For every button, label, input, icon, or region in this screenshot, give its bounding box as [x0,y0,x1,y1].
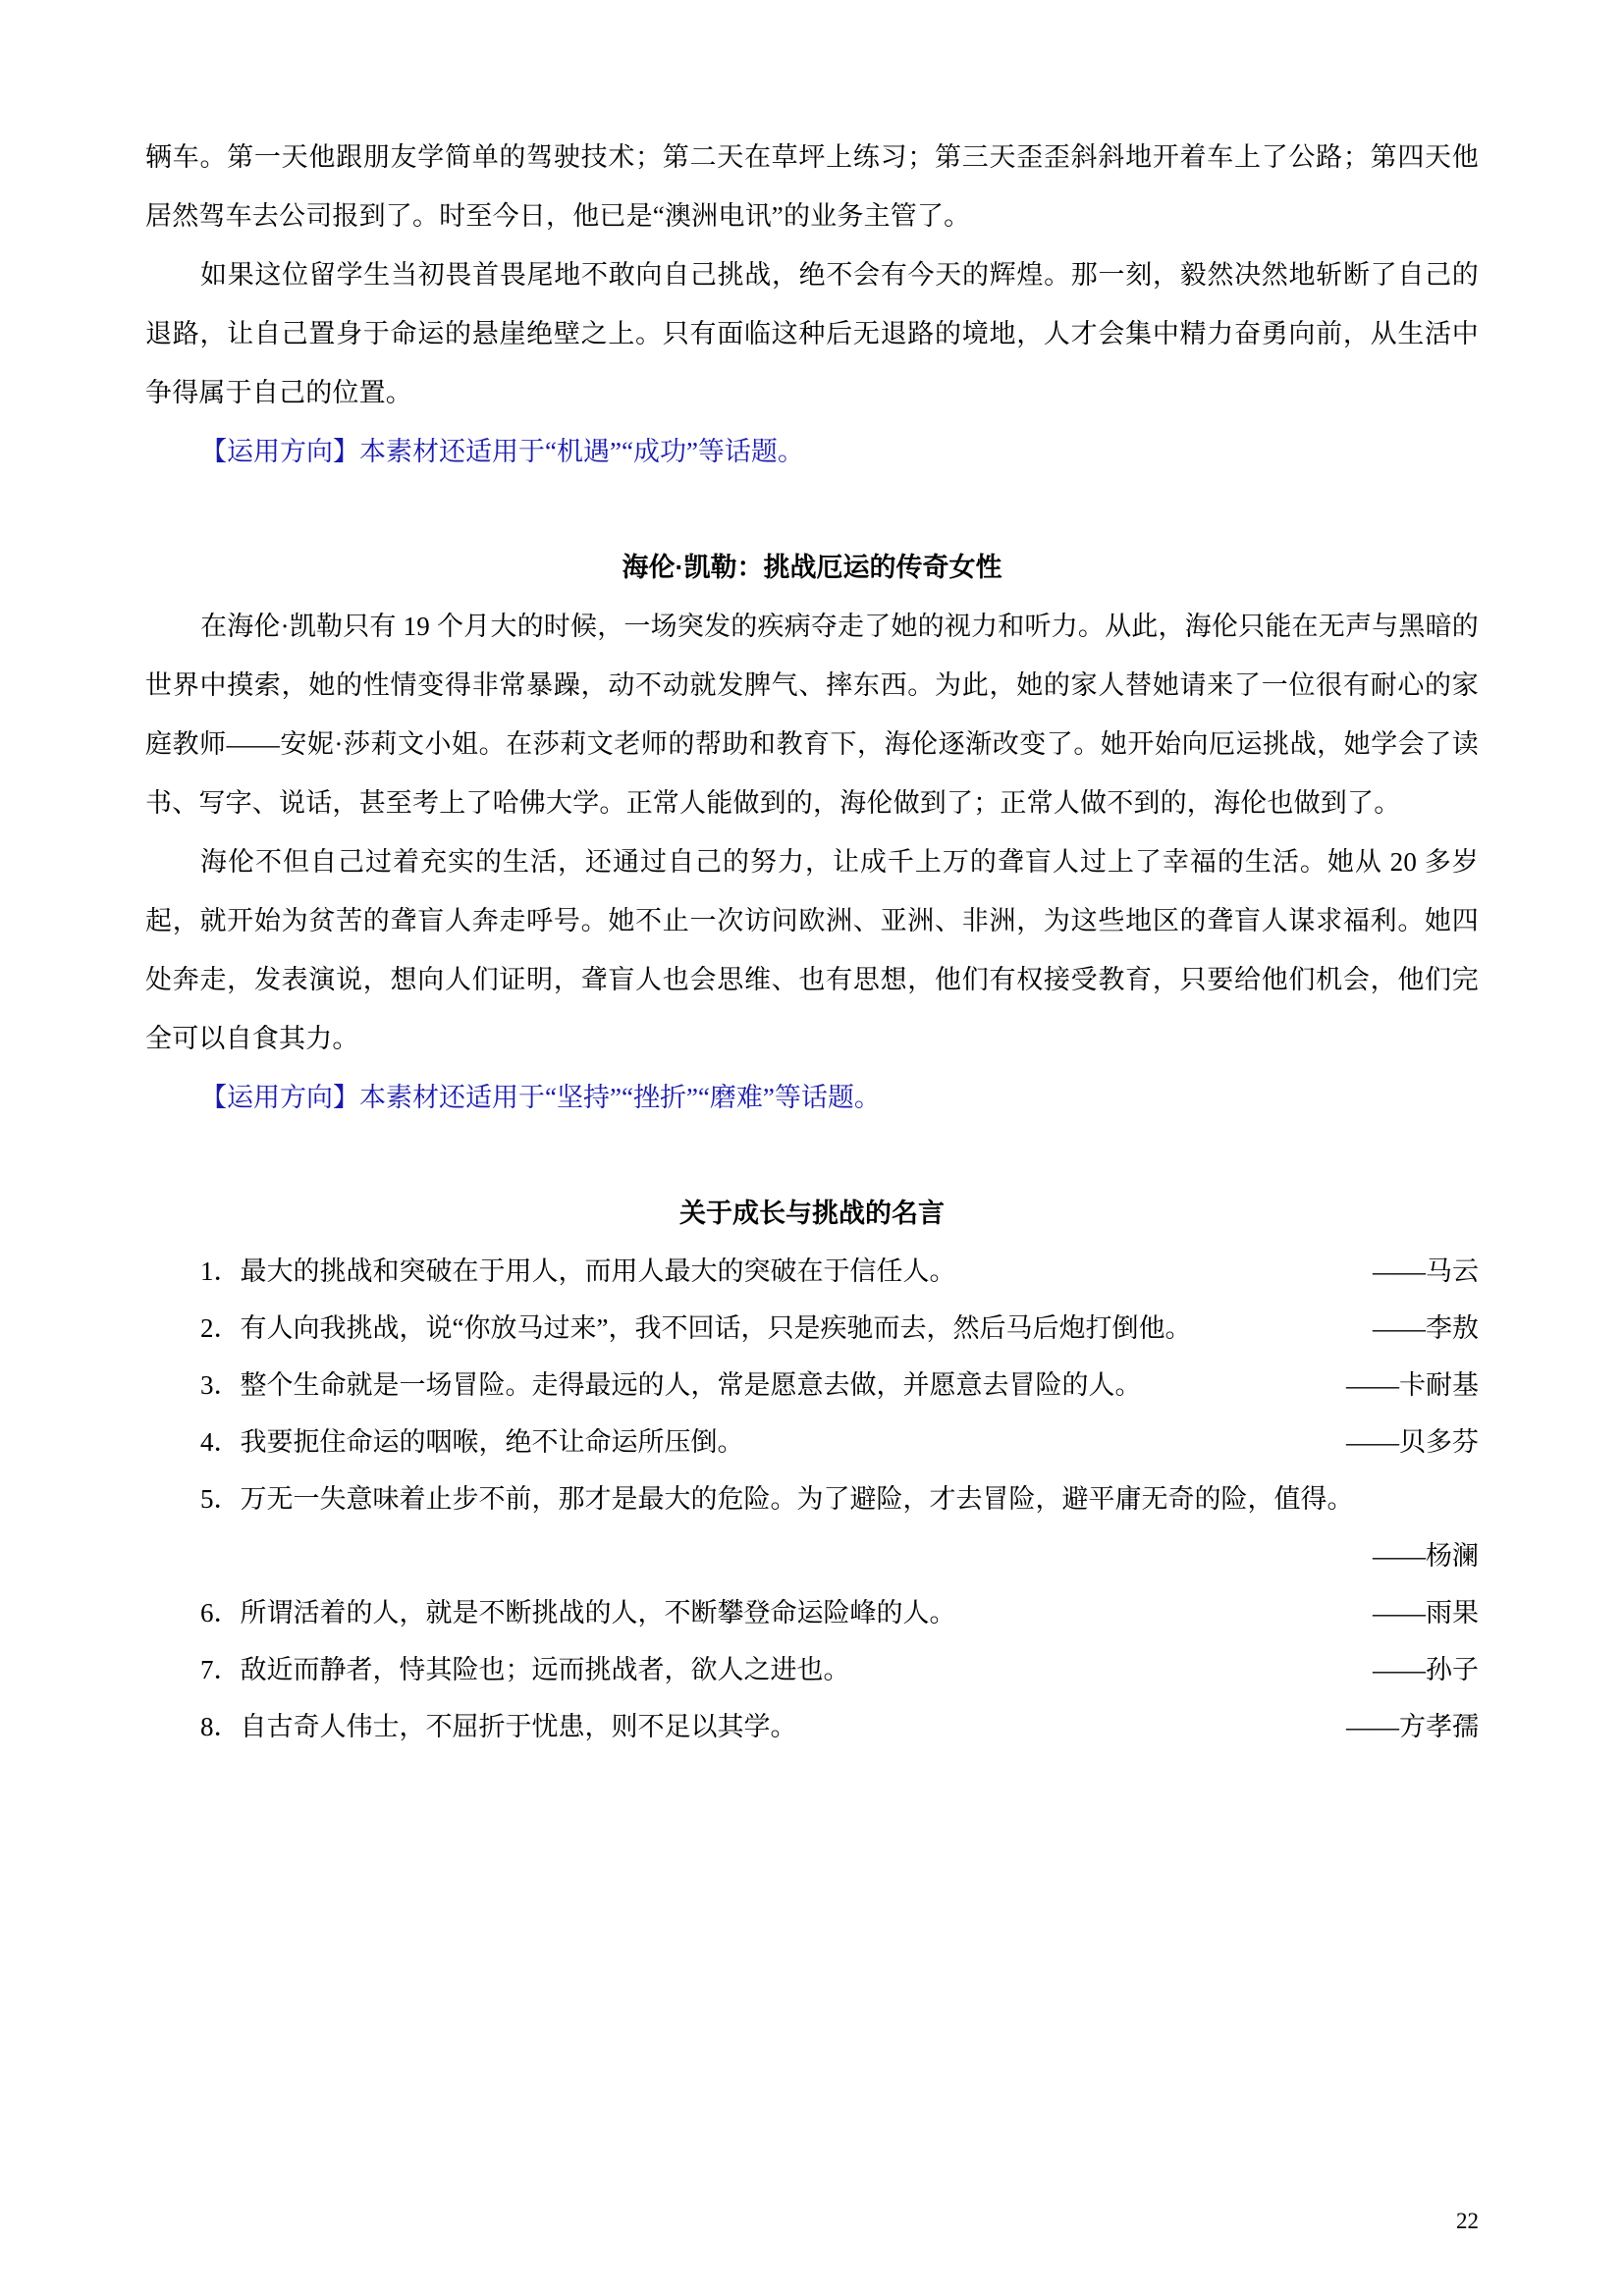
usage-direction-label-2: 【运用方向】 [200,1083,359,1112]
page-number: 22 [1456,2209,1479,2233]
usage-direction-text-2: 本素材还适用于“坚持”“挫折”“磨难”等话题。 [359,1083,881,1112]
list-item [145,1698,1479,1755]
quote-body: 万无一失意味着止步不前，那才是最大的危险。为了避险，才去冒险，避平庸无奇的险，值得。 [240,1484,1354,1514]
quote-number: 2． [200,1313,241,1343]
quote-number: 5． [200,1484,241,1514]
list-item [145,1470,1479,1527]
section-heading-famous-quotes: 关于成长与挑战的名言 [679,1199,945,1228]
quote-text [200,1300,1373,1357]
section-heading-helen-keller: 海伦·凯勒：挑战厄运的传奇女性 [622,553,1002,582]
paragraph-intro-continuation: 辆车。第一天他跟朋友学简单的驾驶技术；第二天在草坪上练习；第三天歪歪斜斜地开着车上了公路；第四天他居然驾车去公司报到了。时至今日，他已是“澳洲电讯”的业务主管了。 [145,142,1479,231]
paragraph-reflection: 如果这位留学生当初畏首畏尾地不敢向自己挑战，绝不会有今天的辉煌。那一刻，毅然决然地斩断了自己的退路，让自己置身于命运的悬崖绝壁之上。只有面临这种后无退路的境地，人才会集中精力奋勇向前，从生活中争得属于自己的位置。 [145,260,1479,407]
quote-body: 所谓活着的人，就是不断挑战的人，不断攀登命运险峰的人。 [240,1598,956,1628]
quote-body: 我要扼住命运的咽喉，绝不让命运所压倒。 [240,1427,744,1457]
list-item [145,1584,1479,1641]
quote-number: 3． [200,1370,241,1400]
usage-direction-label-1: 【运用方向】 [200,437,359,466]
quote-author: ——杨澜 [1373,1541,1479,1571]
quote-author: ——马云 [1373,1256,1479,1286]
quote-body: 最大的挑战和突破在于用人，而用人最大的突破在于信任人。 [240,1256,956,1286]
quote-number: 7． [200,1655,241,1684]
quote-author: ——孙子 [1373,1655,1479,1684]
quote-author: ——李敖 [1373,1313,1479,1343]
list-item [145,1243,1479,1300]
quote-text [200,1641,1373,1698]
quote-author: ——卡耐基 [1346,1370,1479,1400]
section-spacer-1 [145,481,1479,538]
list-item [145,1641,1479,1698]
quote-author: ——贝多芬 [1346,1427,1479,1457]
quote-number: 6． [200,1598,241,1628]
quote-body: 整个生命就是一场冒险。走得最远的人，常是愿意去做，并愿意去冒险的人。 [240,1370,1142,1400]
usage-direction-text-1: 本素材还适用于“机遇”“成功”等话题。 [359,437,804,466]
quote-text [200,1698,1346,1755]
quote-text [200,1584,1373,1641]
quote-list [145,1243,1479,1755]
quote-body: 敌近而静者，恃其险也；远而挑战者，欲人之进也。 [240,1655,850,1684]
paragraph-helen-keller-advocacy: 海伦不但自己过着充实的生活，还通过自己的努力，让成千上万的聋盲人过上了幸福的生活。她从 20 多岁起，就开始为贫苦的聋盲人奔走呼号。她不止一次访问欧洲、亚洲、非洲，为这些地区的聋盲人谋求福利。她四处奔走，发表演说，想向人们证明，聋盲人也会思维、也有思想，他们有权接受教育，只要给他们机会，他们完全可以自食其力。 [145,847,1479,1053]
quote-text [200,1414,1346,1470]
list-item [145,1357,1479,1414]
list-item [145,1414,1479,1470]
quote-text [200,1243,1373,1300]
quote-number: 1． [200,1256,241,1286]
usage-direction-note-1 [145,422,1479,481]
quote-number: 4． [200,1427,241,1457]
quote-author: ——方孝孺 [1346,1712,1479,1741]
quote-text [200,1470,1479,1527]
quote-author: ——雨果 [1373,1598,1479,1628]
quote-text [200,1357,1346,1414]
quote-body: 有人向我挑战，说“你放马过来”，我不回话，只是疾驰而去，然后马后炮打倒他。 [240,1313,1192,1343]
paragraph-helen-keller-early-life: 在海伦·凯勒只有 19 个月大的时候，一场突发的疾病夺走了她的视力和听力。从此，海伦只能在无声与黑暗的世界中摸索，她的性情变得非常暴躁，动不动就发脾气、摔东西。为此，她的家人替她请来了一位很有耐心的家庭教师——安妮·莎莉文小姐。在莎莉文老师的帮助和教育下，海伦逐渐改变了。她开始向厄运挑战，她学会了读书、写字、说话，甚至考上了哈佛大学。正常人能做到的，海伦做到了；正常人做不到的，海伦也做到了。 [145,612,1479,818]
section-spacer-2 [145,1127,1479,1184]
usage-direction-note-2 [145,1068,1479,1127]
quote-body: 自古奇人伟士，不屈折于忧患，则不足以其学。 [240,1712,797,1741]
quote-number: 8． [200,1712,241,1741]
list-item [145,1300,1479,1357]
